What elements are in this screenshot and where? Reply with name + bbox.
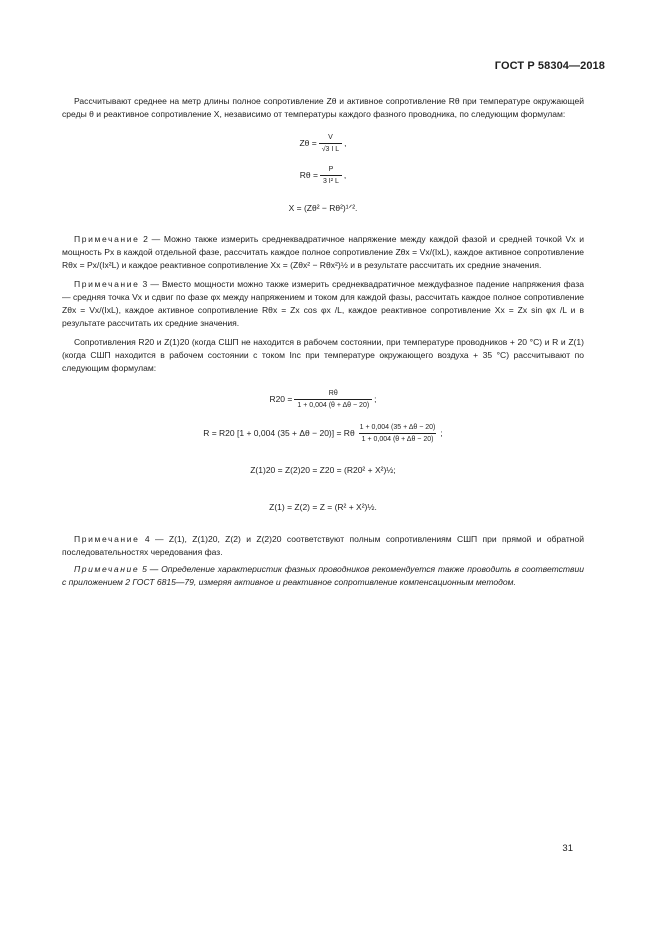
fraction bbox=[319, 133, 342, 154]
formula-block-1 bbox=[62, 129, 584, 223]
fraction-denominator: 1 + 0,004 (θ + Δθ − 20) bbox=[359, 433, 437, 444]
formula-z-theta: Zθ = $\frac{V}{\text{√3 I L}}$ , bbox=[299, 133, 347, 153]
note-text: 5 — Определение характеристик фазных проводников рекомендуется также проводить в соответствии с приложением 2 ГОСТ 6815—79, измеряя активное и реактивное сопротивление компенсационным методом. bbox=[62, 564, 584, 587]
note-4 bbox=[62, 533, 584, 559]
note-text: 4 — Z(1), Z(1)20, Z(2) и Z(2)20 соответствуют полным сопротивлениям СШП при прямой и обратной последовательностях чередования фаз. bbox=[62, 534, 584, 557]
note-label: Примечание bbox=[74, 534, 140, 544]
formula-lhs: R = R20 [1 + 0,004 (35 + Δθ − 20)] = Rθ bbox=[203, 427, 355, 438]
note-label: Примечание bbox=[74, 564, 140, 574]
formula-text: Z(1) = Z(2) = Z = (R² + X²)½. bbox=[269, 501, 377, 512]
formula-r: R = R20 [1 + 0,004 (35 + Δθ − 20)] = Rθ $\frac{1 + 0,004 (35 + \Delta\theta - 20)}{1 + 0,004 (\theta + \Delta\theta - 20)}$ ; bbox=[203, 423, 443, 443]
formula-z bbox=[62, 489, 584, 525]
formula-block-2 bbox=[62, 383, 584, 525]
fraction-numerator: V bbox=[328, 133, 333, 141]
fraction bbox=[357, 423, 439, 444]
note-5 bbox=[62, 563, 584, 589]
note-text: 2 — Можно также измерить среднеквадратичное напряжение между каждой фазой и средней точкой Vx и мощность Px в каждой отдельной фазе, рассчитать каждое полное сопротивление Zθx = Vx/(IxL), каждое активное сопротивление Rθx = Px/(Ix²L) и каждое реактивное сопротивление Xx = (Zθx² − Rθx²)½ и в результате рассчитать их средние значения. bbox=[62, 234, 584, 270]
fraction-denominator: 1 + 0,004 (θ + Δθ − 20) bbox=[294, 399, 372, 410]
fraction-denominator: 3 I² L bbox=[320, 175, 342, 186]
formula-r-theta: Rθ = $\frac{P}{\text{3 I² L}}$ , bbox=[299, 165, 347, 185]
formula-r20: R20 = $\frac{R\theta}{1 + 0,004 (\theta + \Delta\theta - 20)}$ ; bbox=[269, 389, 377, 409]
formula-text: Z(1)20 = Z(2)20 = Z20 = (R20² + X²)½; bbox=[250, 464, 396, 475]
note-label: Примечание bbox=[74, 279, 140, 289]
note-2 bbox=[62, 233, 584, 272]
fraction-numerator: 1 + 0,004 (35 + Δθ − 20) bbox=[359, 423, 436, 431]
fraction-denominator: √3 I L bbox=[319, 143, 342, 154]
formula-lhs: Rθ = bbox=[299, 169, 318, 180]
note-text: 3 — Вместо мощности можно также измерить среднеквадратичное междуфазное падение напряжения фаза — средняя точка Vx и сдвиг по фазе φx между напряжением и током для каждой фазы, рассчитать каждое полное сопротивление Zθx = Vx/(IxL), каждое активное сопротивление Rθx = Zx cos φx /L, каждое реактивное сопротивление Xx = Zx sin φx /L и в результате рассчитать их средние значения. bbox=[62, 279, 584, 328]
page-content bbox=[62, 95, 584, 589]
fraction-numerator: Rθ bbox=[328, 389, 338, 397]
formula-text: X = (Zθ² − Rθ²)¹ᐟ². bbox=[288, 202, 358, 213]
standard-header: ГОСТ Р 58304—2018 bbox=[494, 60, 605, 72]
formula-x bbox=[62, 193, 584, 223]
note-label: Примечание bbox=[74, 234, 140, 244]
fraction bbox=[320, 165, 342, 186]
formula-lhs: R20 = bbox=[269, 393, 293, 404]
fraction-numerator: P bbox=[328, 165, 334, 173]
paragraph-resistances: Сопротивления R20 и Z(1)20 (когда СШП не находится в рабочем состоянии, при температуре проводников + 20 °С) и R и Z(1) (когда СШП находится в рабочем состоянии с током Inc при температуре окружающего воздуха + 35 °С) рассчитывают по следующим формулам: bbox=[62, 337, 584, 373]
page-number: 31 bbox=[562, 843, 573, 854]
intro-paragraph: Рассчитывают среднее на метр длины полное сопротивление Zθ и активное сопротивление Rθ при температуре окружающей среды θ и реактивное сопротивление X, независимо от температуры каждого фазного проводника, по следующим формулам: bbox=[62, 96, 584, 119]
formula-lhs: Zθ = bbox=[299, 137, 317, 148]
formula-z20 bbox=[62, 451, 584, 489]
note-3 bbox=[62, 278, 584, 330]
fraction bbox=[294, 389, 372, 410]
